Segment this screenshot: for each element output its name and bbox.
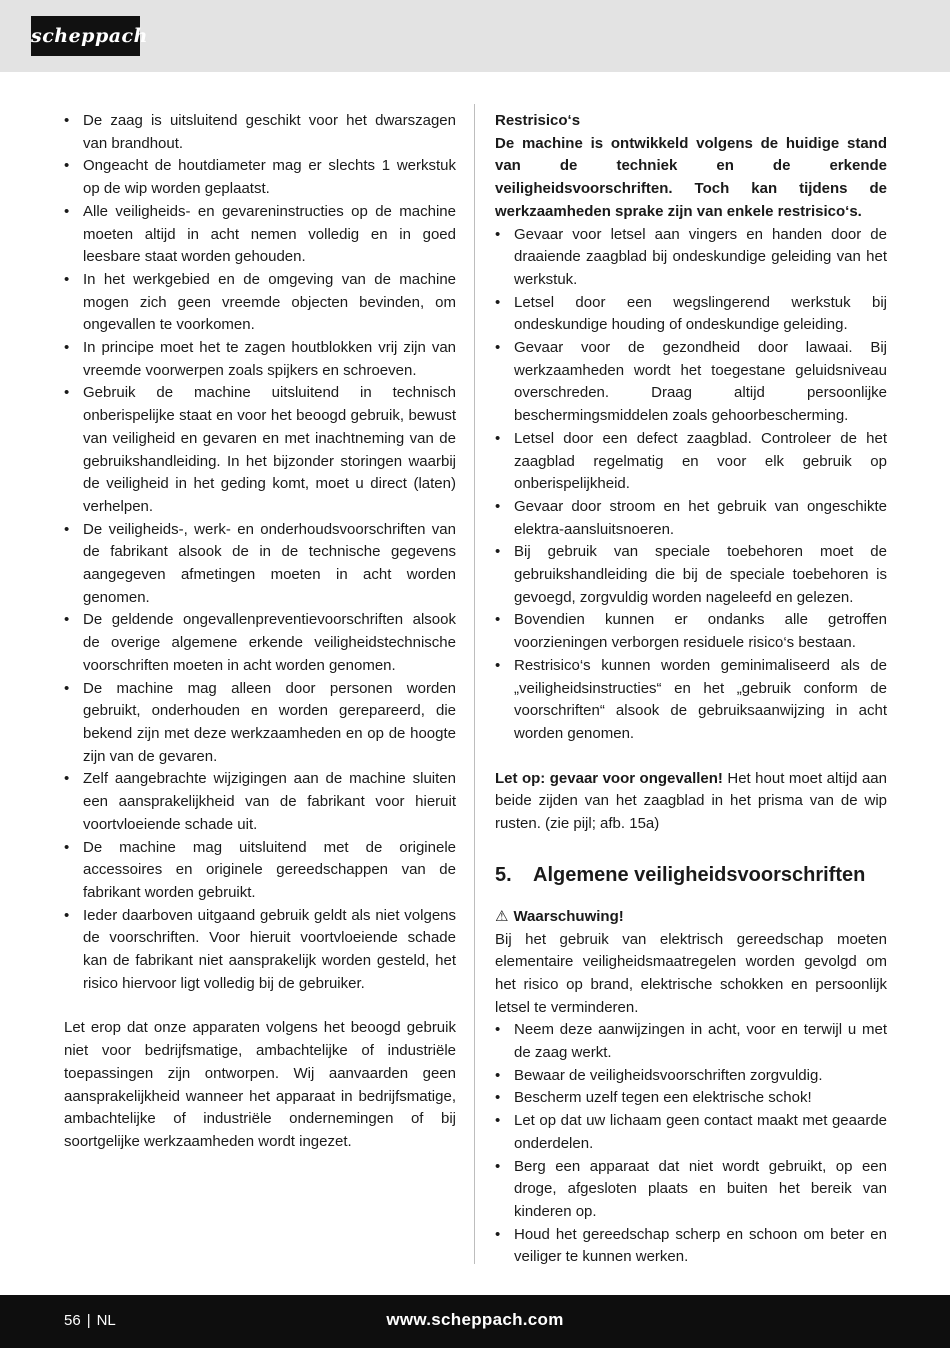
bullet-icon: • [64,520,70,538]
bullet-icon: • [64,679,70,697]
residual-risk-bullet-text: Gevaar door stroom en het gebruik van ongeschikte elektra-aansluitsnoeren. [514,497,887,538]
safety-bullet [495,1224,887,1269]
safety-bullet [495,1019,887,1064]
usage-bullet [64,519,456,610]
bullet-icon: • [495,1157,501,1175]
section-heading [495,862,887,888]
residual-risk-bullet-text: Gevaar voor de gezondheid door lawaai. Bij werkzaamheden wordt het toegestane geluidsniveau overschreden. Draag altijd persoonlijke beschermingsmiddelen zoals gehoorbescherming. [514,339,887,425]
bullet-icon: • [495,656,501,674]
usage-bullet-text: De veiligheids-, werk- en onderhoudsvoorschriften van de fabrikant alsook de in de technische gegevens aangegeven afmetingen moeten in acht worden genomen. [83,520,456,606]
usage-bullet-text: De zaag is uitsluitend geschikt voor het dwarszagen van brandhout. [83,112,456,152]
bullet-icon: • [495,497,501,515]
safety-bullet [495,1110,887,1155]
usage-bullet-text: Ieder daarboven uitgaand gebruik geldt als niet volgens de voorschriften. Voor hieruit voortvloeiende schade kan de fabrikant niet aansprakelijk worden gesteld, het risico hiervoor ligt volledig bij de gebruiker. [83,906,456,992]
safety-bullet-text: Let op dat uw lichaam geen contact maakt met geaarde onderdelen. [514,1112,887,1152]
language-code: NL [96,1312,116,1329]
safety-bullet [495,1065,887,1088]
usage-bullet-text: Zelf aangebrachte wijzigingen aan de machine sluiten een aansprakelijkheid van de fabrikant voor hieruit voortvloeiende schade uit. [83,770,456,833]
safety-bullet-text: Neem deze aanwijzingen in acht, voor en terwijl u met de zaag werkt. [514,1021,887,1062]
residual-risk-bullet [495,224,887,292]
right-column [495,110,887,1269]
bullet-icon: • [495,225,501,243]
usage-bullet [64,609,456,677]
bullet-icon: • [495,1066,501,1084]
page-number: 56 [64,1312,81,1329]
safety-bullet [495,1156,887,1224]
bullet-icon: • [64,202,70,220]
usage-bullet [64,110,456,155]
bullet-icon: • [495,611,501,629]
residual-risk-bullet [495,609,887,654]
usage-bullet [64,382,456,518]
section-title: Algemene veiligheidsvoorschriften [533,863,866,886]
bullet-icon: • [64,270,70,288]
usage-bullet-text: De geldende ongevallenpreventievoorschriften alsook de overige algemene erkende veiligheidstechnische voorschriften moeten in acht worden genomen. [83,611,456,674]
bullet-icon: • [64,384,70,402]
usage-bullet-text: In principe moet het te zagen houtblokken vrij zijn van vreemde voorwerpen zoals spijkers en schroeven. [83,339,456,379]
bullet-icon: • [495,1021,501,1039]
residual-risk-bullet-text: Letsel door een defect zaagblad. Controleer de het zaagblad regelmatig en voor elk gebruik op onberispelijkheid. [514,429,887,493]
safety-bullet-text: Bewaar de veiligheidsvoorschriften zorgvuldig. [514,1066,823,1084]
residual-risk-bullet-text: Letsel door een wegslingerend werkstuk bij ondeskundige houding of ondeskundige geleiding. [514,293,887,334]
scheppach-logo: scheppach [31,16,140,56]
usage-bullet-text: In het werkgebied en de omgeving van de machine mogen zich geen vreemde objecten bevinden, om ongevallen te voorkomen. [83,270,456,334]
residual-risk-bullet [495,292,887,337]
usage-bullet-text: Ongeacht de houtdiameter mag er slechts 1 werkstuk op de wip worden geplaatst. [83,157,456,198]
footer-bar [0,1295,950,1348]
bullet-icon: • [64,611,70,629]
residual-risk-bullet [495,655,887,746]
residual-risk-bullet [495,496,887,541]
safety-bullet [495,1087,887,1110]
bullet-icon: • [64,157,70,175]
safety-bullet-text: Houd het gereedschap scherp en schoon om beter en veiliger te kunnen werken. [514,1225,887,1266]
page-separator: | [86,1312,91,1329]
header-bar [0,0,950,72]
website-link[interactable]: www.scheppach.com [386,1310,564,1329]
usage-bullet [64,201,456,269]
usage-bullet-list [64,110,456,995]
safety-bullet-text: Bescherm uzelf tegen een elektrische schok! [514,1089,812,1107]
bullet-icon: • [64,770,70,788]
usage-bullet [64,337,456,382]
bullet-icon: • [495,293,501,311]
safety-bullet-list [495,1019,887,1269]
residual-risks-intro: De machine is ontwikkeld volgens de huidige stand van de techniek en de erkende veiligheidsvoorschriften. Toch kan tijdens de werkzaamheden sprake zijn van enkele restrisico‘s. [495,134,887,220]
bullet-icon: • [64,906,70,924]
residual-risk-bullet [495,541,887,609]
bullet-icon: • [495,543,501,561]
residual-risk-bullet-text: Restrisico‘s kunnen worden geminimaliseerd als de „veiligheidsinstructies“ en het „gebruik conform de voorschriften“ alsook de gebruiksaanwijzing in acht worden genomen. [514,656,887,742]
usage-bullet [64,155,456,200]
residual-risk-bullet-text: Bovendien kunnen er ondanks alle getroffen voorzieningen verborgen residuele risico‘s bestaan. [514,611,887,652]
usage-bullet [64,837,456,905]
bullet-icon: • [495,1089,501,1107]
residual-risks-title: Restrisico‘s [495,112,581,129]
residual-risks-list [495,224,887,746]
column-divider [474,104,475,1264]
usage-bullet [64,678,456,769]
caution-text: Het hout moet altijd aan beide zijden van het zaagblad in het prisma van de wip rusten. (zie pijl; afb. 15a) [495,769,887,833]
safety-bullet-text: Berg een apparaat dat niet wordt gebruikt, op een droge, afgesloten plaats en buiten het bereik van kinderen op. [514,1157,887,1220]
section-number: 5. [495,863,512,886]
bullet-icon: • [64,339,70,357]
bullet-icon: • [495,1112,501,1130]
residual-risk-bullet-text: Gevaar voor letsel aan vingers en handen door de draaiende zaagblad bij ondeskundige geleiding van het werkstuk. [514,225,887,288]
usage-bullet-text: Alle veiligheids- en gevareninstructies op de machine moeten altijd in acht nemen volledig en in goed leesbare staat worden gehouden. [83,202,456,266]
caution-paragraph [495,768,887,836]
usage-bullet-text: Gebruik de machine uitsluitend in technisch onberispelijke staat en voor het beoogd gebruik, bewust van veiligheid en gevaren en met inachtneming van de gebruikshandleiding. In het bijzonder storingen waarbij de veiligheid in het geding komt, moet u direct (laten) verhelpen. [83,384,456,515]
caution-lead: Let op: gevaar voor ongevallen! [495,769,723,787]
usage-bullet [64,905,456,996]
usage-bullet-text: De machine mag uitsluitend met de originele accessoires en originele gereedschappen van de fabrikant worden gebruikt. [83,838,456,901]
intended-use-paragraph: Let erop dat onze apparaten volgens het beoogd gebruik niet voor bedrijfsmatige, ambachtelijke of industriële toepassingen zijn ontworpen. Wij aanvaarden geen aansprakelijkheid wanneer het apparaat in bedrijfsmatige, ambachtelijke of industriële ondernemingen of bij soortgelijke werkzaamheden wordt ingezet. [64,1019,456,1150]
bullet-icon: • [64,112,70,129]
residual-risk-bullet [495,337,887,428]
warning-paragraph: Bij het gebruik van elektrisch gereedschap moeten elementaire veiligheidsmaatregelen worden gevolgd om het risico op brand, elektrische schokken en persoonlijk letsel te verminderen. [495,930,887,1016]
bullet-icon: • [64,838,70,856]
bullet-icon: • [495,339,501,357]
residual-risk-bullet [495,428,887,496]
left-column [64,110,456,1154]
warning-label: Waarschuwing! [513,907,624,925]
usage-bullet-text: De machine mag alleen door personen worden gebruikt, onderhouden en worden gerepareerd, die bekend zijn met deze werkzaamheden en op de hoogte zijn van de gevaren. [83,679,456,765]
usage-bullet [64,269,456,337]
bullet-icon: • [495,429,501,447]
warning-heading [495,906,887,929]
usage-bullet [64,768,456,836]
residual-risk-bullet-text: Bij gebruik van speciale toebehoren moet de gebruikshandleiding die bij de speciale toebehoren is gevoegd, zorgvuldig worden nageleefd en gelezen. [514,543,887,606]
bullet-icon: • [495,1225,501,1243]
warning-triangle-icon: ⚠ [495,907,509,925]
